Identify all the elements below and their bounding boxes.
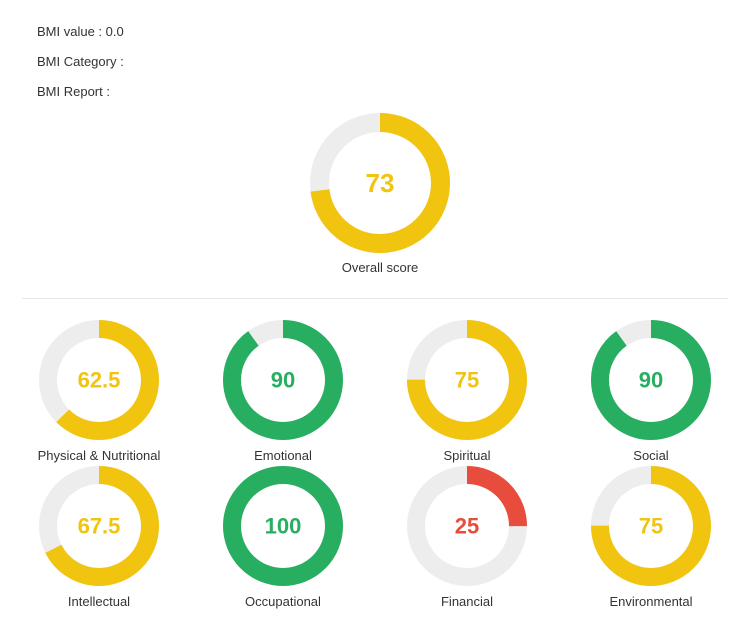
dimension-gauge [232, 329, 334, 431]
gauge-value: 90 [638, 367, 664, 393]
dimension-label: Spiritual [443, 448, 491, 463]
dimension-label: Intellectual [67, 594, 131, 609]
dimension-gauge [416, 475, 518, 577]
dimension-gauge [600, 329, 702, 431]
gauge-value: 67.5 [77, 513, 121, 539]
bmi-report-label: BMI Report : [37, 84, 114, 99]
gauge-value: 62.5 [77, 367, 121, 393]
dimension-label: Emotional [254, 448, 312, 463]
dimension-gauge [48, 329, 150, 431]
dimension-label: Occupational [245, 594, 321, 609]
dimension-gauge [416, 329, 518, 431]
dimension-label: Financial [440, 594, 494, 609]
gauge-value: 25 [454, 513, 480, 539]
bmi-value-label: BMI value : [37, 24, 106, 39]
gauge-value: 75 [638, 513, 664, 539]
section-divider [22, 298, 728, 299]
bmi-category-label: BMI Category : [37, 54, 128, 69]
gauge-value: 100 [264, 513, 302, 539]
bmi-value: 0.0 [105, 24, 124, 39]
gauge-value: 73 [365, 168, 395, 198]
dimension-label: Environmental [609, 594, 693, 609]
dimension-label: Physical & Nutritional [37, 448, 161, 463]
gauge-value: 90 [270, 367, 296, 393]
dimension-gauge [48, 475, 150, 577]
dimension-gauge [600, 475, 702, 577]
overall-score-gauge [320, 123, 441, 244]
dimension-gauge [232, 475, 334, 577]
gauge-value: 75 [454, 367, 480, 393]
dimension-label: Social [633, 448, 669, 463]
overall-score-label: Overall score [341, 260, 419, 275]
